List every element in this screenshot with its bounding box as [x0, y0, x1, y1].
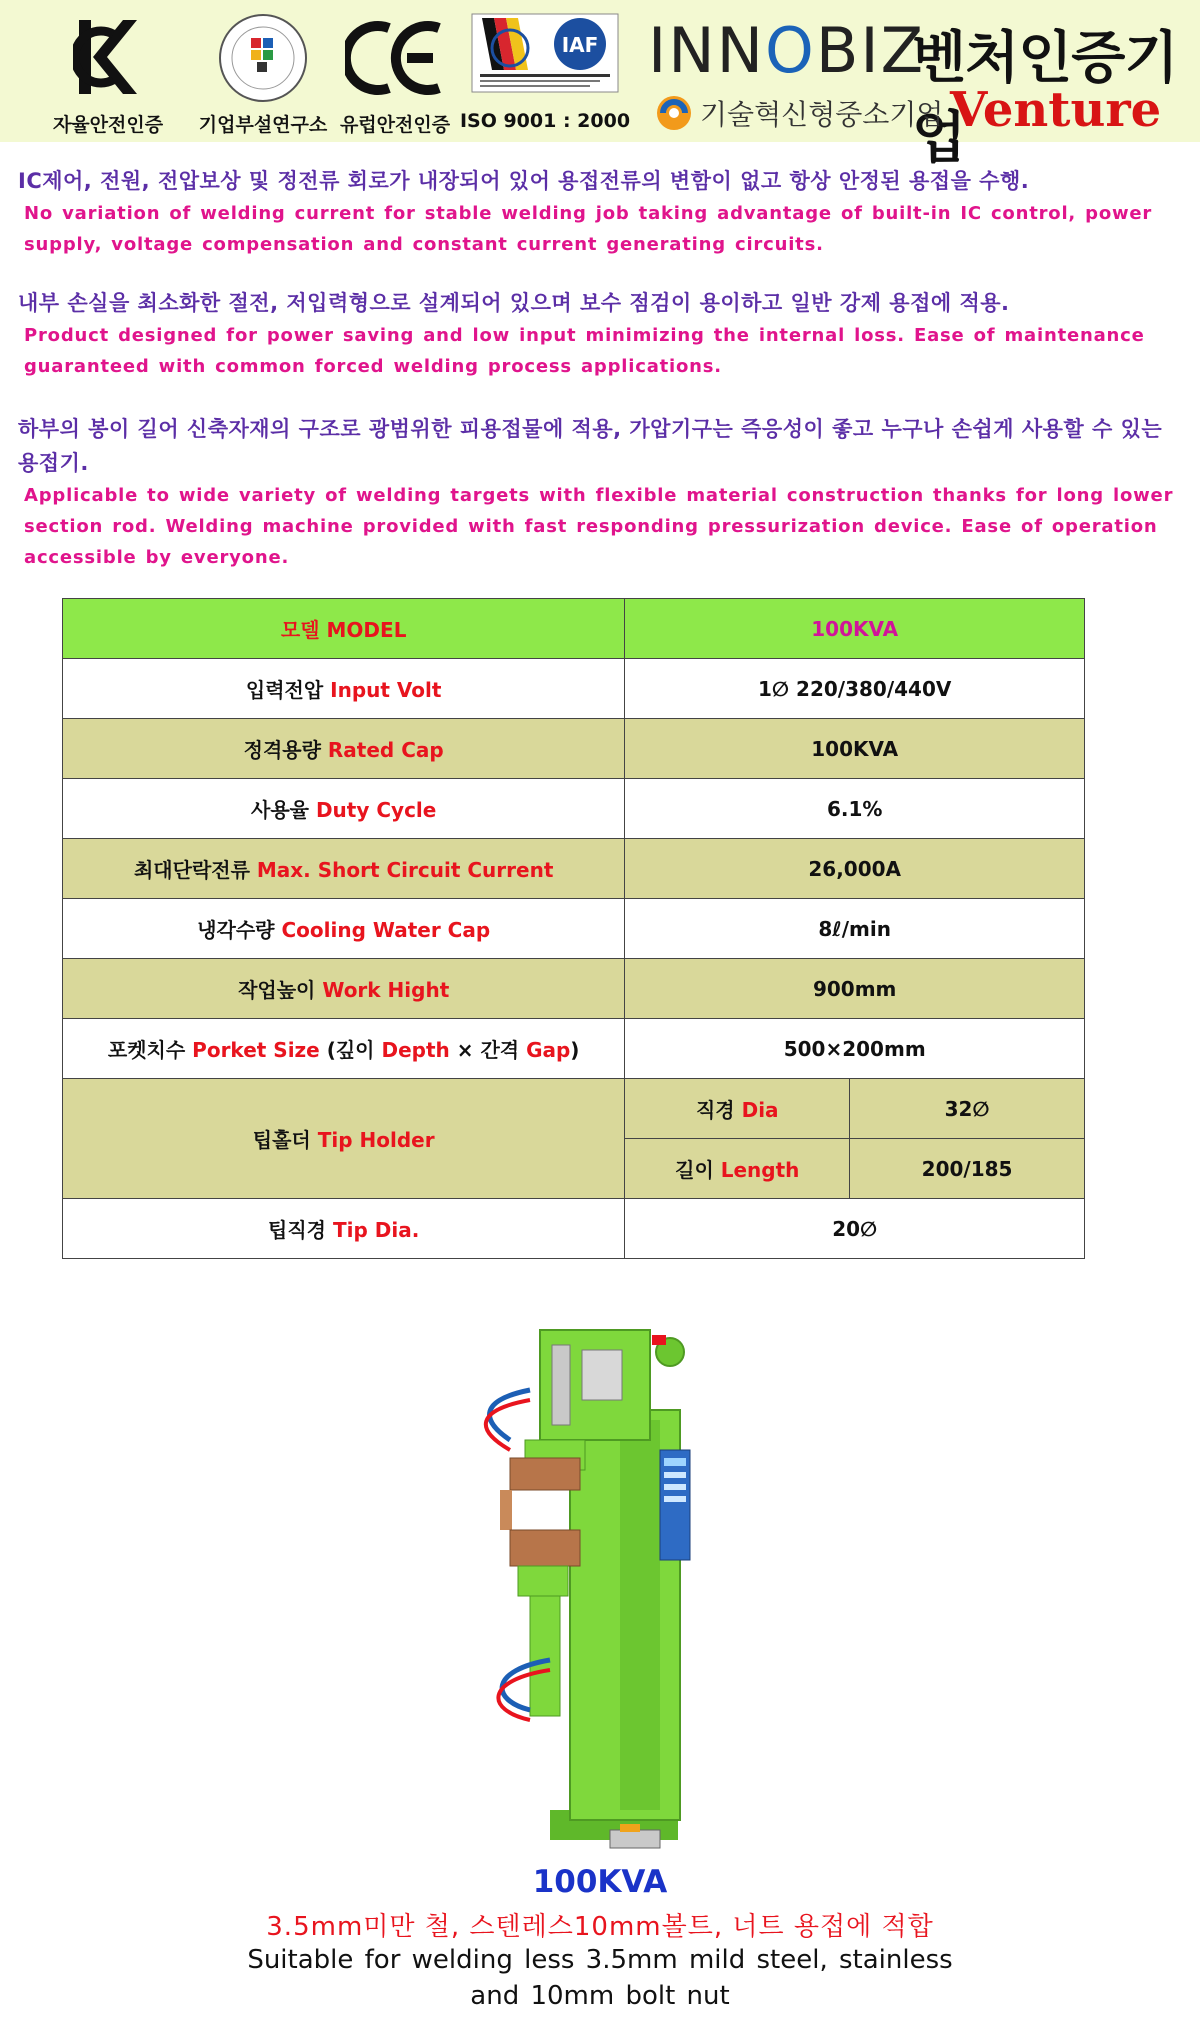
innobiz-swirl-icon: [655, 94, 693, 132]
spec-value-cell: 8ℓ/min: [625, 899, 1085, 959]
iso-tga-iaf-icon: [470, 12, 620, 94]
cert-label: 유럽안전인증: [339, 114, 451, 136]
kc-mark-icon: [73, 12, 143, 102]
spec-row: [63, 959, 1085, 1019]
cert-label: 자율안전인증: [52, 114, 164, 136]
spec-label-cell: 정격용량 Rated Cap: [63, 719, 625, 779]
spec-row: [63, 659, 1085, 719]
cert-label: 기업부설연구소: [198, 114, 328, 136]
spec-row: [63, 1199, 1085, 1259]
ce-mark-icon: [345, 18, 445, 98]
spec-sub-label-cell: 직경 Dia: [625, 1079, 850, 1139]
venture-english: Venture: [950, 82, 1162, 138]
ce-cert: [330, 12, 460, 136]
iso-cert: [459, 12, 631, 132]
product-caption-english-line: Suitable for welding less 3.5mm mild steel, stainless: [247, 1945, 953, 1975]
description-english: Product designed for power saving and low input minimizing the internal loss. Ease of maintenance guaranteed with common forced welding process applications.: [24, 325, 1145, 377]
research-institute-seal-icon: [217, 12, 309, 104]
product-model-caption: 100KVA: [532, 1864, 668, 1900]
spec-label-cell: 입력전압 Input Volt: [63, 659, 625, 719]
spec-label-cell: 냉각수량 Cooling Water Cap: [63, 899, 625, 959]
description-english: No variation of welding current for stable welding job taking advantage of built-in IC control, power supply, voltage compensation and constant current generating circuits.: [24, 203, 1153, 255]
spec-value-cell: 32∅: [850, 1079, 1085, 1139]
spec-row: [63, 839, 1085, 899]
kc-cert: [38, 12, 178, 136]
product-caption-english-line: and 10mm bolt nut: [470, 1981, 730, 2011]
product-caption-korean: 3.5mm미만 철, 스텐레스10mm볼트, 너트 용접에 적합: [266, 1912, 934, 1942]
spec-row: [63, 899, 1085, 959]
spec-value-cell: 6.1%: [625, 779, 1085, 839]
spec-row: [63, 719, 1085, 779]
spec-value-cell: 100KVA: [625, 719, 1085, 779]
spec-row-pocket: [63, 1019, 1085, 1079]
spec-row-tip-holder: [63, 1079, 1085, 1139]
spec-label-cell: 모델 MODEL: [63, 599, 625, 659]
description-block-3: [18, 412, 1188, 573]
description-korean: IC제어, 전원, 전압보상 및 정전류 회로가 내장되어 있어 용접전류의 변함이 없고 항상 안정된 용접을 수행.: [18, 169, 1030, 193]
svg-text:IAF: IAF: [561, 33, 599, 57]
product-caption-english: [0, 1942, 1200, 2014]
spec-value-cell: 500×200mm: [625, 1019, 1085, 1079]
spec-label-cell: 팁직경 Tip Dia.: [63, 1199, 625, 1259]
cert-label: ISO 9001 : 2000: [459, 110, 631, 132]
spec-value-cell: 20∅: [625, 1199, 1085, 1259]
spec-value-cell: 900mm: [625, 959, 1085, 1019]
spec-sub-label-cell: 길이 Length: [625, 1139, 850, 1199]
innobiz-subtitle: 기술혁신형중소기업: [700, 98, 944, 131]
spot-welding-machine-icon: [470, 1290, 710, 1850]
spec-label-cell: 최대단락전류 Max. Short Circuit Current: [63, 839, 625, 899]
spec-header-row: [63, 599, 1085, 659]
spec-label-cell: 포켓치수 Porket Size (깊이 Depth × 간격 Gap): [63, 1019, 625, 1079]
spec-table: [62, 598, 1085, 1259]
spec-label-cell: 작업높이 Work Hight: [63, 959, 625, 1019]
description-english: Applicable to wide variety of welding targets with flexible material construction thanks for long lower section rod. Welding machine provided with fast responding pressurization device. Ease of operation accessible by everyone.: [24, 485, 1174, 568]
description-korean: 하부의 봉이 길어 신축자재의 구조로 광범위한 피용접물에 적용, 가압기구는 즉응성이 좋고 누구나 손쉽게 사용할 수 있는 용접기.: [18, 417, 1163, 475]
venture-certified-title: 벤처인증기업: [912, 26, 1178, 171]
description-block-1: [18, 164, 1188, 260]
research-cert: [188, 12, 338, 136]
innobiz-wordmark: INNOBIZ: [648, 14, 926, 87]
spec-row: [63, 779, 1085, 839]
description-korean: 내부 손실을 최소화한 절전, 저입력형으로 설계되어 있으며 보수 점검이 용이하고 일반 강제 용접에 적용.: [18, 291, 1010, 315]
spec-value-cell: 26,000A: [625, 839, 1085, 899]
description-block-2: [18, 286, 1188, 382]
certification-banner: [0, 0, 1200, 171]
spec-value-cell: 200/185: [850, 1139, 1085, 1199]
spec-label-cell: 팁홀더 Tip Holder: [63, 1079, 625, 1199]
spec-value-cell: 100KVA: [625, 599, 1085, 659]
spec-value-cell: 1∅ 220/380/440V: [625, 659, 1085, 719]
spec-label-cell: 사용율 Duty Cycle: [63, 779, 625, 839]
